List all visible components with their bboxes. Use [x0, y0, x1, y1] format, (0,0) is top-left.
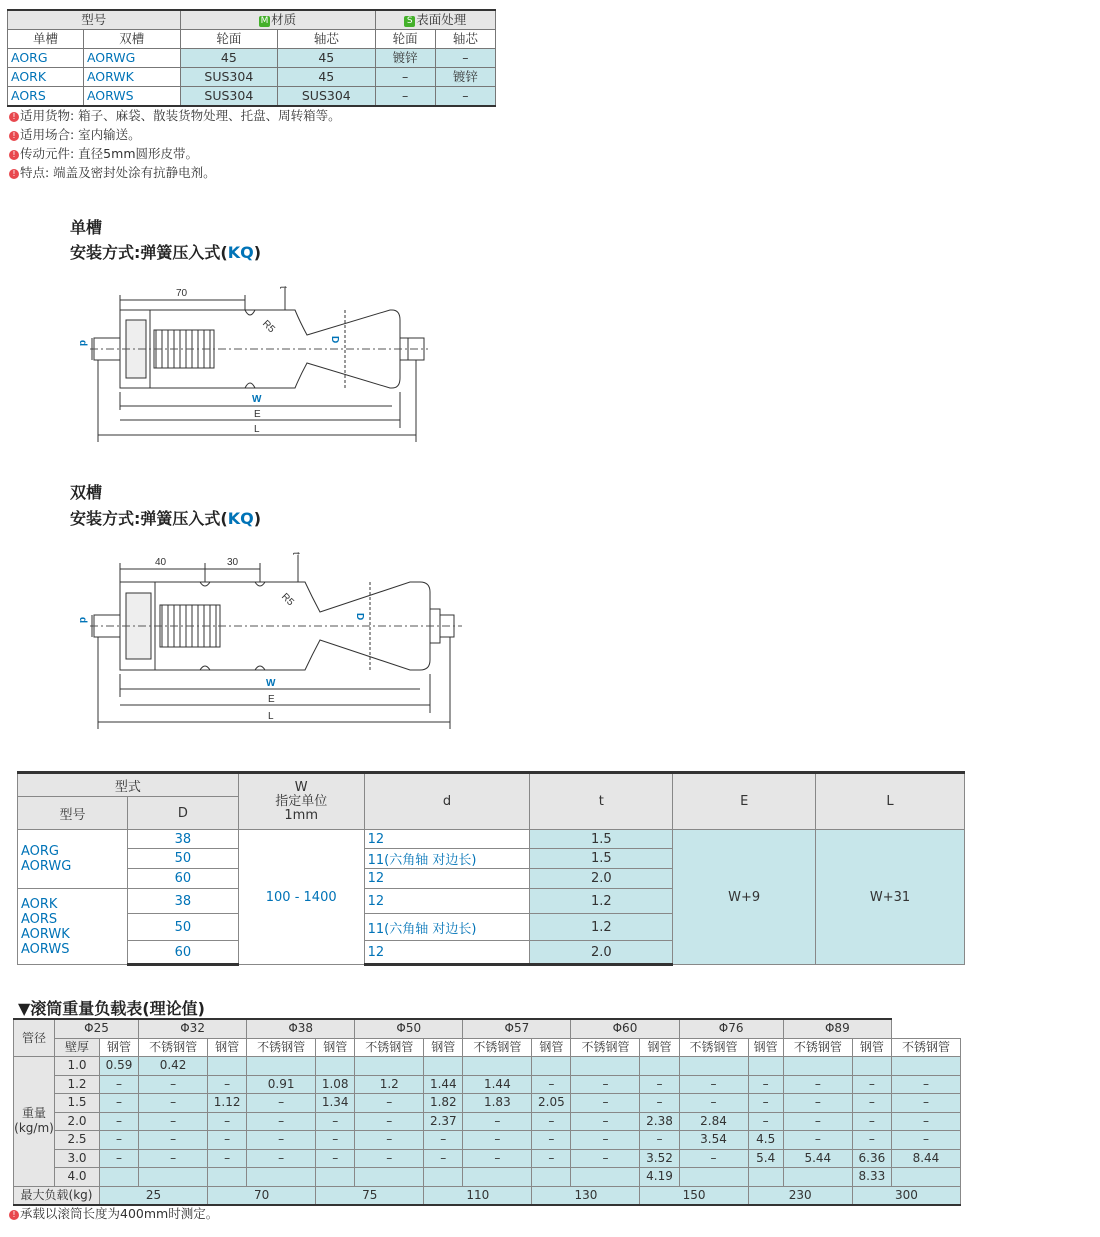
model-group-2: AORK AORS AORWK AORWS [18, 889, 128, 965]
header-D: D [127, 797, 238, 830]
weight-cell: – [247, 1112, 316, 1131]
table-row [14, 1131, 961, 1150]
weight-cell: – [679, 1075, 748, 1094]
note-item: ! 适用场合: 室内输送。 [9, 125, 341, 144]
cell: 2.0 [530, 941, 673, 965]
cell: – [435, 49, 495, 68]
maxload-row [14, 1186, 961, 1205]
table-row [8, 87, 496, 107]
maxload-cell: 230 [748, 1186, 852, 1205]
weight-cell: – [532, 1075, 571, 1094]
weight-cell: 1.44 [424, 1075, 463, 1094]
weight-cell: 1.2 [355, 1075, 424, 1094]
weight-cell [852, 1057, 891, 1076]
weight-cell: – [355, 1112, 424, 1131]
double-groove-drawing [70, 545, 470, 735]
cell: 12 [364, 941, 530, 965]
weight-cell: – [783, 1131, 852, 1150]
weight-cell: 2.84 [679, 1112, 748, 1131]
weight-cell: – [139, 1075, 208, 1094]
weight-table-title: ▼滚筒重量负载表(理论值) [18, 999, 205, 1018]
dim-40-label: 40 [155, 557, 167, 568]
wall-thickness: 2.0 [55, 1112, 100, 1131]
table-row [14, 1112, 961, 1131]
weight-cell [640, 1057, 679, 1076]
weight-cell: – [208, 1075, 247, 1094]
weight-cell: – [100, 1149, 139, 1168]
weight-cell [208, 1057, 247, 1076]
weight-cell [463, 1168, 532, 1187]
weight-cell: – [316, 1149, 355, 1168]
table-row [14, 1149, 961, 1168]
notes-list [9, 106, 341, 182]
header-stainless: 不锈钢管 [247, 1038, 316, 1057]
header-stainless: 不锈钢管 [139, 1038, 208, 1057]
weight-cell [424, 1168, 463, 1187]
dim-30-label: 30 [227, 557, 239, 568]
header-t: t [530, 773, 673, 830]
weight-cell: – [208, 1112, 247, 1131]
dim-L-label: L [268, 711, 274, 722]
weight-cell: – [783, 1075, 852, 1094]
note-item: ! 传动元件: 直径5mm圆形皮带。 [9, 144, 341, 163]
header-surface: S 表面处理 [375, 10, 495, 30]
weight-cell: 8.44 [891, 1149, 960, 1168]
wall-thickness: 1.5 [55, 1094, 100, 1113]
weight-cell: – [247, 1131, 316, 1150]
header-stainless: 不锈钢管 [679, 1038, 748, 1057]
weight-cell: 0.42 [139, 1057, 208, 1076]
dim-t-label: t [277, 286, 288, 289]
weight-cell [891, 1057, 960, 1076]
header-diameter-value: Φ25 [55, 1019, 139, 1038]
weight-cell: – [208, 1131, 247, 1150]
dim-E-label: E [268, 694, 275, 705]
note-icon: ! [9, 112, 19, 122]
section-single-mount: 安装方式:弹簧压入式(KQ) [70, 243, 262, 262]
header-diameter-value: Φ38 [247, 1019, 355, 1038]
weight-cell: 5.44 [783, 1149, 852, 1168]
weight-cell [748, 1168, 783, 1187]
dim-r5-label: R5 [260, 318, 277, 336]
weight-cell: – [571, 1075, 640, 1094]
dim-d-label: d [77, 617, 88, 624]
weight-label: 重量 (kg/m) [14, 1057, 55, 1187]
header-model: 型号 [18, 797, 128, 830]
table-row [14, 1057, 961, 1076]
weight-cell: – [748, 1075, 783, 1094]
weight-cell [316, 1168, 355, 1187]
dim-70-label: 70 [176, 288, 188, 299]
weight-cell: – [640, 1131, 679, 1150]
weight-cell: – [247, 1149, 316, 1168]
weight-cell: – [891, 1075, 960, 1094]
weight-cell [571, 1057, 640, 1076]
cell: 11(六角轴 对边长) [364, 849, 530, 869]
weight-cell: – [532, 1112, 571, 1131]
wall-thickness: 2.5 [55, 1131, 100, 1150]
weight-cell [748, 1057, 783, 1076]
weight-cell [891, 1168, 960, 1187]
weight-cell: 1.82 [424, 1094, 463, 1113]
weight-cell: 1.34 [316, 1094, 355, 1113]
weight-cell: 3.52 [640, 1149, 679, 1168]
weight-cell: – [463, 1112, 532, 1131]
header-stainless: 不锈钢管 [463, 1038, 532, 1057]
cell: 12 [364, 830, 530, 849]
cell: 12 [364, 869, 530, 889]
cell: SUS304 [278, 87, 375, 107]
cell: 45 [278, 49, 375, 68]
cell: AORK [8, 68, 84, 87]
cell-L: W+31 [816, 830, 965, 965]
weight-cell: 8.33 [852, 1168, 891, 1187]
surface-badge-icon: S [404, 16, 415, 27]
weight-cell: – [139, 1094, 208, 1113]
weight-cell: – [852, 1094, 891, 1113]
weight-cell: – [679, 1094, 748, 1113]
weight-cell: 4.5 [748, 1131, 783, 1150]
header-material: M 材质 [180, 10, 375, 30]
section-double-title: 双槽 [70, 483, 103, 502]
header-type: 型式 [18, 773, 239, 797]
weight-cell: 6.36 [852, 1149, 891, 1168]
cell: AORG [8, 49, 84, 68]
table-row [8, 68, 496, 87]
weight-cell: – [532, 1149, 571, 1168]
cell: 38 [127, 830, 238, 849]
header-diameter-value: Φ32 [139, 1019, 247, 1038]
weight-cell: – [355, 1149, 424, 1168]
weight-cell: – [139, 1112, 208, 1131]
cell: 12 [364, 889, 530, 914]
weight-cell: – [139, 1131, 208, 1150]
weight-cell: 1.12 [208, 1094, 247, 1113]
weight-cell: – [424, 1131, 463, 1150]
maxload-cell: 300 [852, 1186, 960, 1205]
weight-cell: – [852, 1112, 891, 1131]
maxload-cell: 130 [532, 1186, 640, 1205]
weight-cell: – [139, 1149, 208, 1168]
weight-cell [783, 1057, 852, 1076]
header-stainless: 不锈钢管 [783, 1038, 852, 1057]
weight-cell: 2.38 [640, 1112, 679, 1131]
table-row [14, 1168, 961, 1187]
weight-cell: – [100, 1075, 139, 1094]
weight-cell [355, 1057, 424, 1076]
weight-cell [532, 1168, 571, 1187]
cell-E: W+9 [673, 830, 816, 965]
material-table [7, 9, 496, 107]
weight-cell: – [208, 1149, 247, 1168]
note-item: ! 特点: 端盖及密封处涂有抗静电剂。 [9, 163, 341, 182]
header-steel: 钢管 [532, 1038, 571, 1057]
weight-cell [247, 1168, 316, 1187]
header-steel: 钢管 [424, 1038, 463, 1057]
weight-cell [679, 1057, 748, 1076]
maxload-cell: 110 [424, 1186, 532, 1205]
weight-cell: – [571, 1149, 640, 1168]
cell: 1.5 [530, 849, 673, 869]
weight-cell: – [532, 1131, 571, 1150]
cell: 1.2 [530, 889, 673, 914]
header-diameter-value: Φ89 [783, 1019, 891, 1038]
weight-cell: 1.08 [316, 1075, 355, 1094]
weight-cell: – [852, 1075, 891, 1094]
header-diameter: 管径 [14, 1019, 55, 1057]
weight-cell: – [100, 1131, 139, 1150]
weight-cell [783, 1168, 852, 1187]
weight-cell [100, 1168, 139, 1187]
weight-cell: – [463, 1131, 532, 1150]
header-stainless: 不锈钢管 [891, 1038, 960, 1057]
weight-cell: – [316, 1112, 355, 1131]
note-icon: ! [9, 1210, 19, 1220]
weight-cell: 2.37 [424, 1112, 463, 1131]
note-icon: ! [9, 169, 19, 179]
cell: SUS304 [180, 68, 277, 87]
wall-thickness: 4.0 [55, 1168, 100, 1187]
cell: 60 [127, 941, 238, 965]
weight-cell: 4.19 [640, 1168, 679, 1187]
weight-cell: 0.59 [100, 1057, 139, 1076]
weight-cell [679, 1168, 748, 1187]
weight-cell [208, 1168, 247, 1187]
cell: 50 [127, 849, 238, 869]
weight-cell: – [891, 1094, 960, 1113]
header-steel: 钢管 [100, 1038, 139, 1057]
weight-cell [316, 1057, 355, 1076]
weight-cell: – [748, 1112, 783, 1131]
wall-thickness: 1.2 [55, 1075, 100, 1094]
maxload-cell: 70 [208, 1186, 316, 1205]
cell: AORWK [83, 68, 180, 87]
table-row [8, 49, 496, 68]
weight-cell [247, 1057, 316, 1076]
weight-cell: – [748, 1094, 783, 1113]
header-steel: 钢管 [208, 1038, 247, 1057]
footnote: ! 承载以滚筒长度为400mm时测定。 [9, 1204, 218, 1223]
cell: AORWG [83, 49, 180, 68]
model-group-1: AORG AORWG [18, 830, 128, 889]
weight-cell: 2.05 [532, 1094, 571, 1113]
header-L: L [816, 773, 965, 830]
header-model: 型号 [8, 10, 181, 30]
weight-cell [463, 1057, 532, 1076]
maxload-cell: 150 [640, 1186, 748, 1205]
weight-cell [355, 1168, 424, 1187]
single-groove-drawing [70, 280, 430, 445]
note-icon: ! [9, 131, 19, 141]
cell: 2.0 [530, 869, 673, 889]
header-wall: 壁厚 [55, 1038, 100, 1057]
section-single-title: 单槽 [70, 218, 103, 237]
weight-cell: – [463, 1149, 532, 1168]
header-W: W 指定单位 1mm [238, 773, 364, 830]
weight-cell [532, 1057, 571, 1076]
weight-cell: 1.83 [463, 1094, 532, 1113]
weight-table [13, 1018, 961, 1206]
header-steel: 钢管 [748, 1038, 783, 1057]
header-diameter-value: Φ57 [463, 1019, 571, 1038]
section-double-mount: 安装方式:弹簧压入式(KQ) [70, 509, 262, 528]
weight-cell: – [424, 1149, 463, 1168]
weight-cell [571, 1168, 640, 1187]
weight-cell: – [783, 1112, 852, 1131]
cell: – [375, 68, 435, 87]
header-stainless: 不锈钢管 [355, 1038, 424, 1057]
dim-d-label: d [77, 340, 88, 347]
dim-E-label: E [254, 409, 261, 420]
wall-thickness: 3.0 [55, 1149, 100, 1168]
cell: AORWS [83, 87, 180, 107]
header-wheel-2: 轮面 [375, 30, 435, 49]
table-header-row [14, 1038, 961, 1057]
dim-L-label: L [254, 424, 260, 435]
cell: SUS304 [180, 87, 277, 107]
header-shaft-2: 轴芯 [435, 30, 495, 49]
spec-table [17, 771, 965, 966]
weight-cell: 3.54 [679, 1131, 748, 1150]
cell: 45 [180, 49, 277, 68]
header-double: 双槽 [83, 30, 180, 49]
weight-cell: – [355, 1094, 424, 1113]
weight-cell [424, 1057, 463, 1076]
header-E: E [673, 773, 816, 830]
weight-cell: 1.44 [463, 1075, 532, 1094]
cell: 38 [127, 889, 238, 914]
cell: – [435, 87, 495, 107]
header-shaft: 轴芯 [278, 30, 375, 49]
weight-cell: – [355, 1131, 424, 1150]
table-row [14, 1075, 961, 1094]
header-steel: 钢管 [852, 1038, 891, 1057]
cell: 1.2 [530, 914, 673, 941]
weight-cell: – [247, 1094, 316, 1113]
dim-r5-label: R5 [279, 591, 296, 609]
wall-thickness: 1.0 [55, 1057, 100, 1076]
header-wheel: 轮面 [180, 30, 277, 49]
cell: 45 [278, 68, 375, 87]
dim-W-label: W [266, 678, 276, 689]
weight-cell: – [783, 1094, 852, 1113]
weight-cell: – [640, 1075, 679, 1094]
cell: 1.5 [530, 830, 673, 849]
weight-cell: 0.91 [247, 1075, 316, 1094]
table-row [14, 1094, 961, 1113]
header-single: 单槽 [8, 30, 84, 49]
weight-cell [139, 1168, 208, 1187]
weight-cell: – [571, 1112, 640, 1131]
header-diameter-value: Φ60 [571, 1019, 679, 1038]
header-diameter-value: Φ76 [679, 1019, 783, 1038]
cell: AORS [8, 87, 84, 107]
dim-t-label: t [290, 552, 301, 555]
weight-cell: – [891, 1131, 960, 1150]
weight-cell: – [100, 1094, 139, 1113]
header-d: d [364, 773, 530, 830]
maxload-cell: 75 [316, 1186, 424, 1205]
weight-cell: 5.4 [748, 1149, 783, 1168]
dim-W-label: W [252, 394, 262, 405]
dim-D-label: D [329, 336, 340, 344]
cell: 镀锌 [435, 68, 495, 87]
table-row [18, 830, 965, 849]
cell: – [375, 87, 435, 107]
maxload-label: 最大负载(kg) [14, 1186, 100, 1205]
header-stainless: 不锈钢管 [571, 1038, 640, 1057]
weight-cell: – [852, 1131, 891, 1150]
weight-cell: – [571, 1094, 640, 1113]
note-item: ! 适用货物: 箱子、麻袋、散装货物处理、托盘、周转箱等。 [9, 106, 341, 125]
cell: 60 [127, 869, 238, 889]
cell: 镀锌 [375, 49, 435, 68]
weight-cell: – [640, 1094, 679, 1113]
maxload-cell: 25 [100, 1186, 208, 1205]
header-diameter-value: Φ50 [355, 1019, 463, 1038]
header-steel: 钢管 [316, 1038, 355, 1057]
material-badge-icon: M [260, 16, 269, 26]
cell-W-range: 100 - 1400 [238, 830, 364, 965]
weight-cell: – [891, 1112, 960, 1131]
weight-cell: – [571, 1131, 640, 1150]
cell: 50 [127, 914, 238, 941]
weight-cell: – [100, 1112, 139, 1131]
header-steel: 钢管 [640, 1038, 679, 1057]
weight-cell: – [316, 1131, 355, 1150]
note-icon: ! [9, 150, 19, 160]
table-header-row [14, 1019, 961, 1038]
dim-D-label: D [354, 613, 365, 621]
cell: 11(六角轴 对边长) [364, 914, 530, 941]
weight-cell: – [679, 1149, 748, 1168]
